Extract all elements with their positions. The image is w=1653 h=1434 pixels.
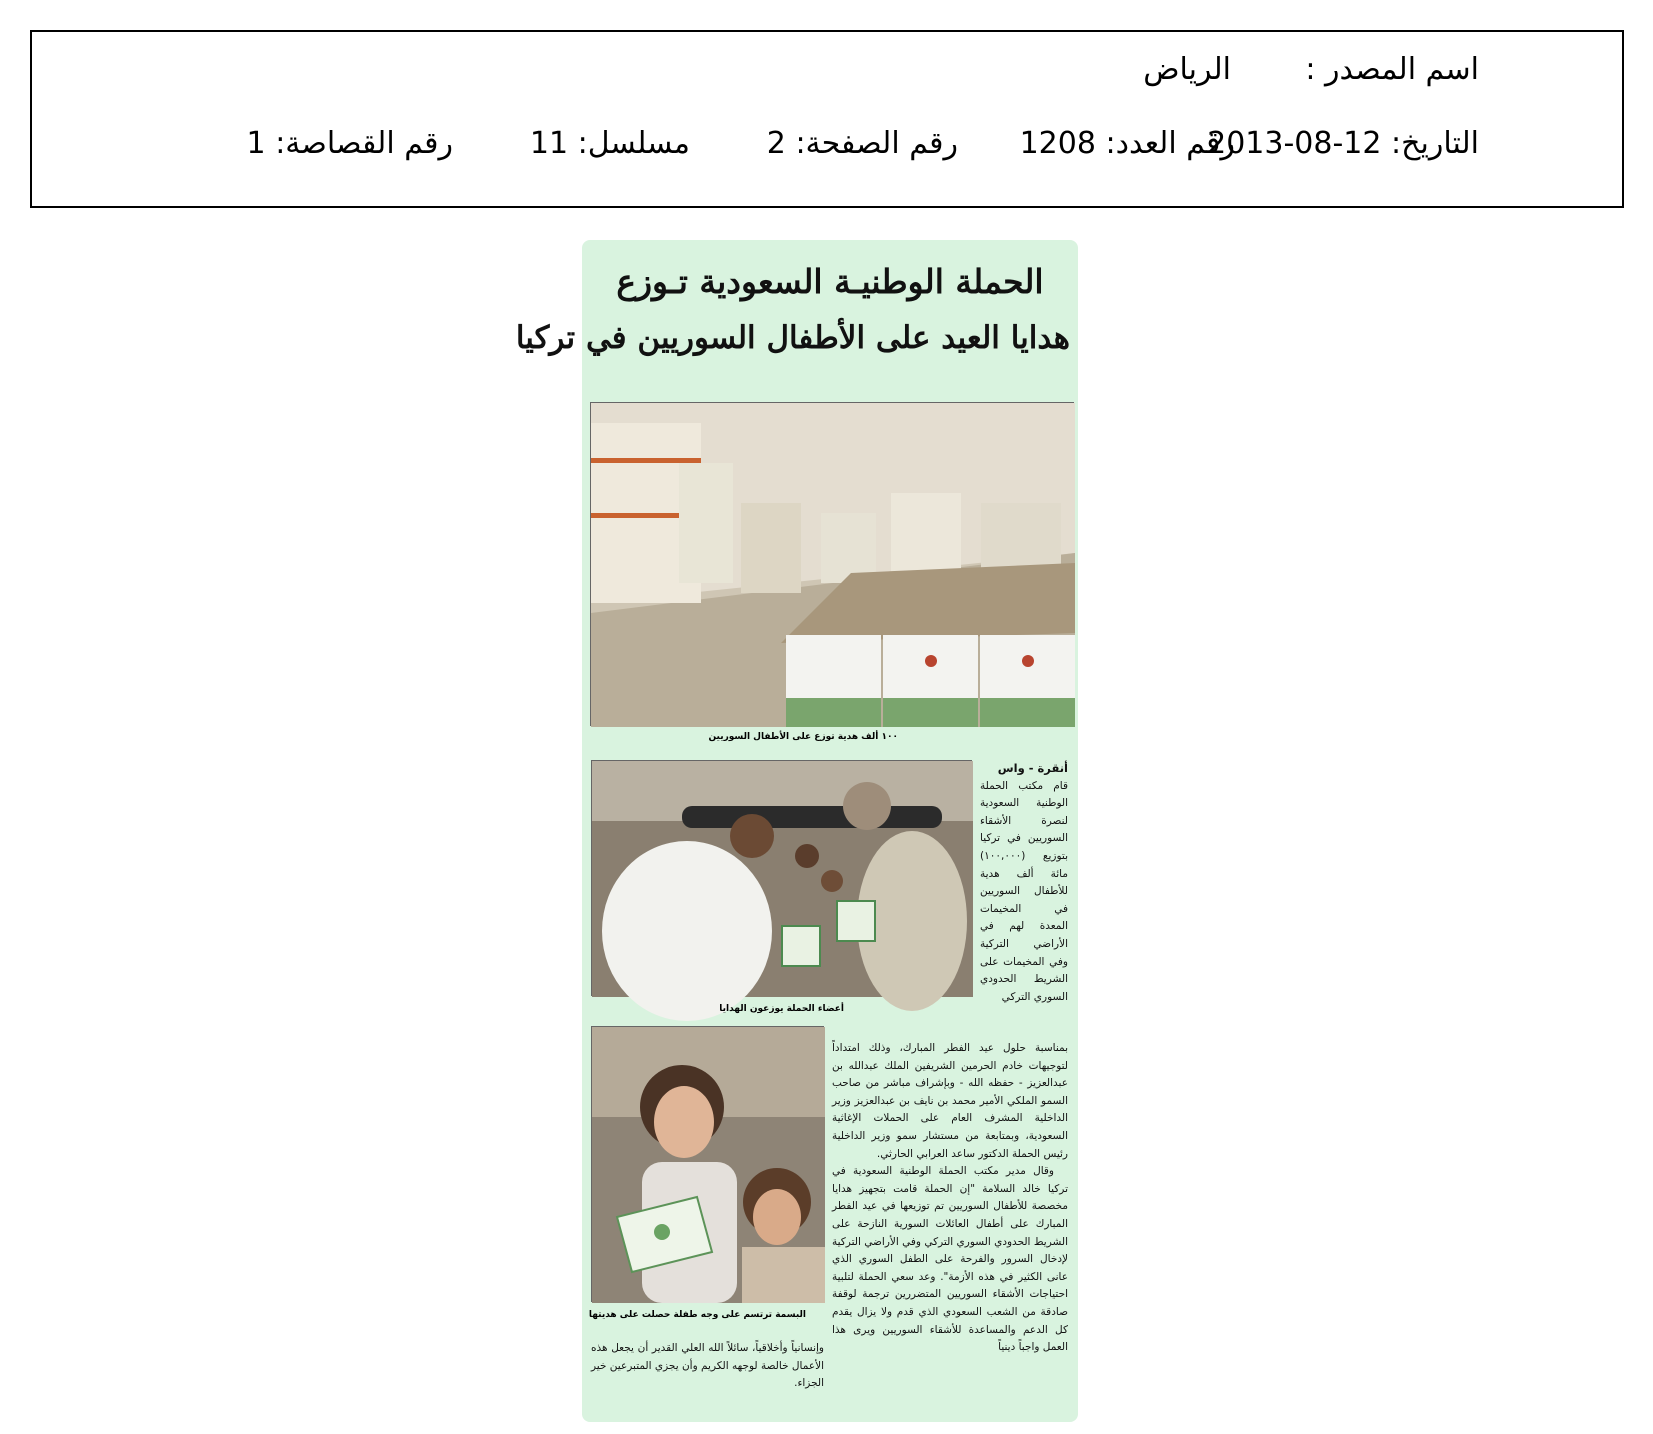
photo3-caption: البسمة ترتسم على وجه طفلة حصلت على هديتها xyxy=(588,1310,806,1320)
date-value: 2013-08-12 xyxy=(1207,126,1382,161)
source-value: الرياض xyxy=(1143,52,1231,87)
dateline: أنقرة - واس xyxy=(997,761,1068,775)
narrow-column xyxy=(980,760,1068,1006)
source-label: اسم المصدر : xyxy=(1305,52,1479,87)
headline-line2: هدايا العيد على الأطفال السوريين في تركيا xyxy=(515,320,1070,356)
photo1-caption: ١٠٠ ألف هدية توزع على الأطفال السوريين xyxy=(708,732,898,742)
wide-column xyxy=(832,1040,1068,1357)
distribution-image xyxy=(592,761,973,997)
headline-line1: الحملة الوطنيـة السعودية تـوزع xyxy=(616,262,1044,301)
distribution-photo xyxy=(591,760,972,996)
page-row xyxy=(767,126,958,161)
page-value: 2 xyxy=(766,126,786,161)
clip-value: 1 xyxy=(246,126,266,161)
page-label: رقم الصفحة: xyxy=(795,126,958,161)
bottom-left-column xyxy=(591,1340,824,1393)
clip-row xyxy=(247,126,453,161)
date-row xyxy=(1207,126,1479,161)
clip-label: رقم القصاصة: xyxy=(275,126,453,161)
narrow-column-text: قام مكتب الحملة الوطنية السعودية لنصرة الأشقاء السوريين في تركيا بتوزيع (١٠٠,٠٠٠) مائة ألف هدية للأطفال السوريين في المخيمات المعدة لهم في الأراضي التركية وفي المخيمات على الشريط الحدودي السوري التركي xyxy=(980,779,1068,1003)
wide-column-p1: بمناسبة حلول عيد الفطر المبارك، وذلك امتداداً لتوجيهات خادم الحرمين الشريفين الملك عبدالله بن عبدالعزيز - حفظه الله - وبإشراف مباشر من صاحب السمو الملكي الأمير محمد بن نايف بن عبدالعزيز وزير الداخلية المشرف العام على الحملات الإغاثية السعودية، وبمتابعة من مستشار سمو وزير الداخلية رئيس الحملة الدكتور ساعد العرابي الحارثي. xyxy=(832,1042,1068,1160)
date-label: التاريخ: xyxy=(1391,126,1479,161)
serial-label: مسلسل: xyxy=(577,126,690,161)
issue-row xyxy=(1020,126,1235,161)
warehouse-image xyxy=(591,403,1075,727)
issue-label: رقم العدد: xyxy=(1105,126,1235,161)
issue-value: 1208 xyxy=(1019,126,1096,161)
wide-column-p2: وقال مدير مكتب الحملة الوطنية السعودية في تركيا خالد السلامة "إن الحملة قامت بتجهيز هدايا مخصصة للأطفال السوريين تم توزيعها في عيد الفطر المبارك على أطفال العائلات السورية النازحة على الشريط الحدودي السوري التركي وفي الأراضي التركية لإدخال السرور والفرحة على الطفل السوري الذي عانى الكثير في هذه الأزمة". وعد سعي الحملة لتلبية احتياجات الأشقاء السوريين المتضررين ترجمة لوقفة صادقة من الشعب السعودي الذي قدم ولا يزال يقدم كل الدعم والمساعدة للأشقاء السوريين ويرى هذا العمل واجباً دينياً xyxy=(832,1165,1068,1354)
girl-image xyxy=(592,1027,825,1303)
girl-photo xyxy=(591,1026,824,1302)
newspaper-clipping xyxy=(515,240,1078,1422)
serial-value: 11 xyxy=(529,126,569,161)
serial-row xyxy=(530,126,690,161)
bottom-left-text: وإنسانياً وأخلاقياً، سائلاً الله العلي القدير أن يجعل هذه الأعمال خالصة لوجهه الكريم وأن يجزي المتبرعين خير الجزاء. xyxy=(591,1342,824,1390)
photo2-caption: أعضاء الحملة يوزعون الهدايا xyxy=(719,1004,844,1014)
warehouse-photo xyxy=(590,402,1074,726)
